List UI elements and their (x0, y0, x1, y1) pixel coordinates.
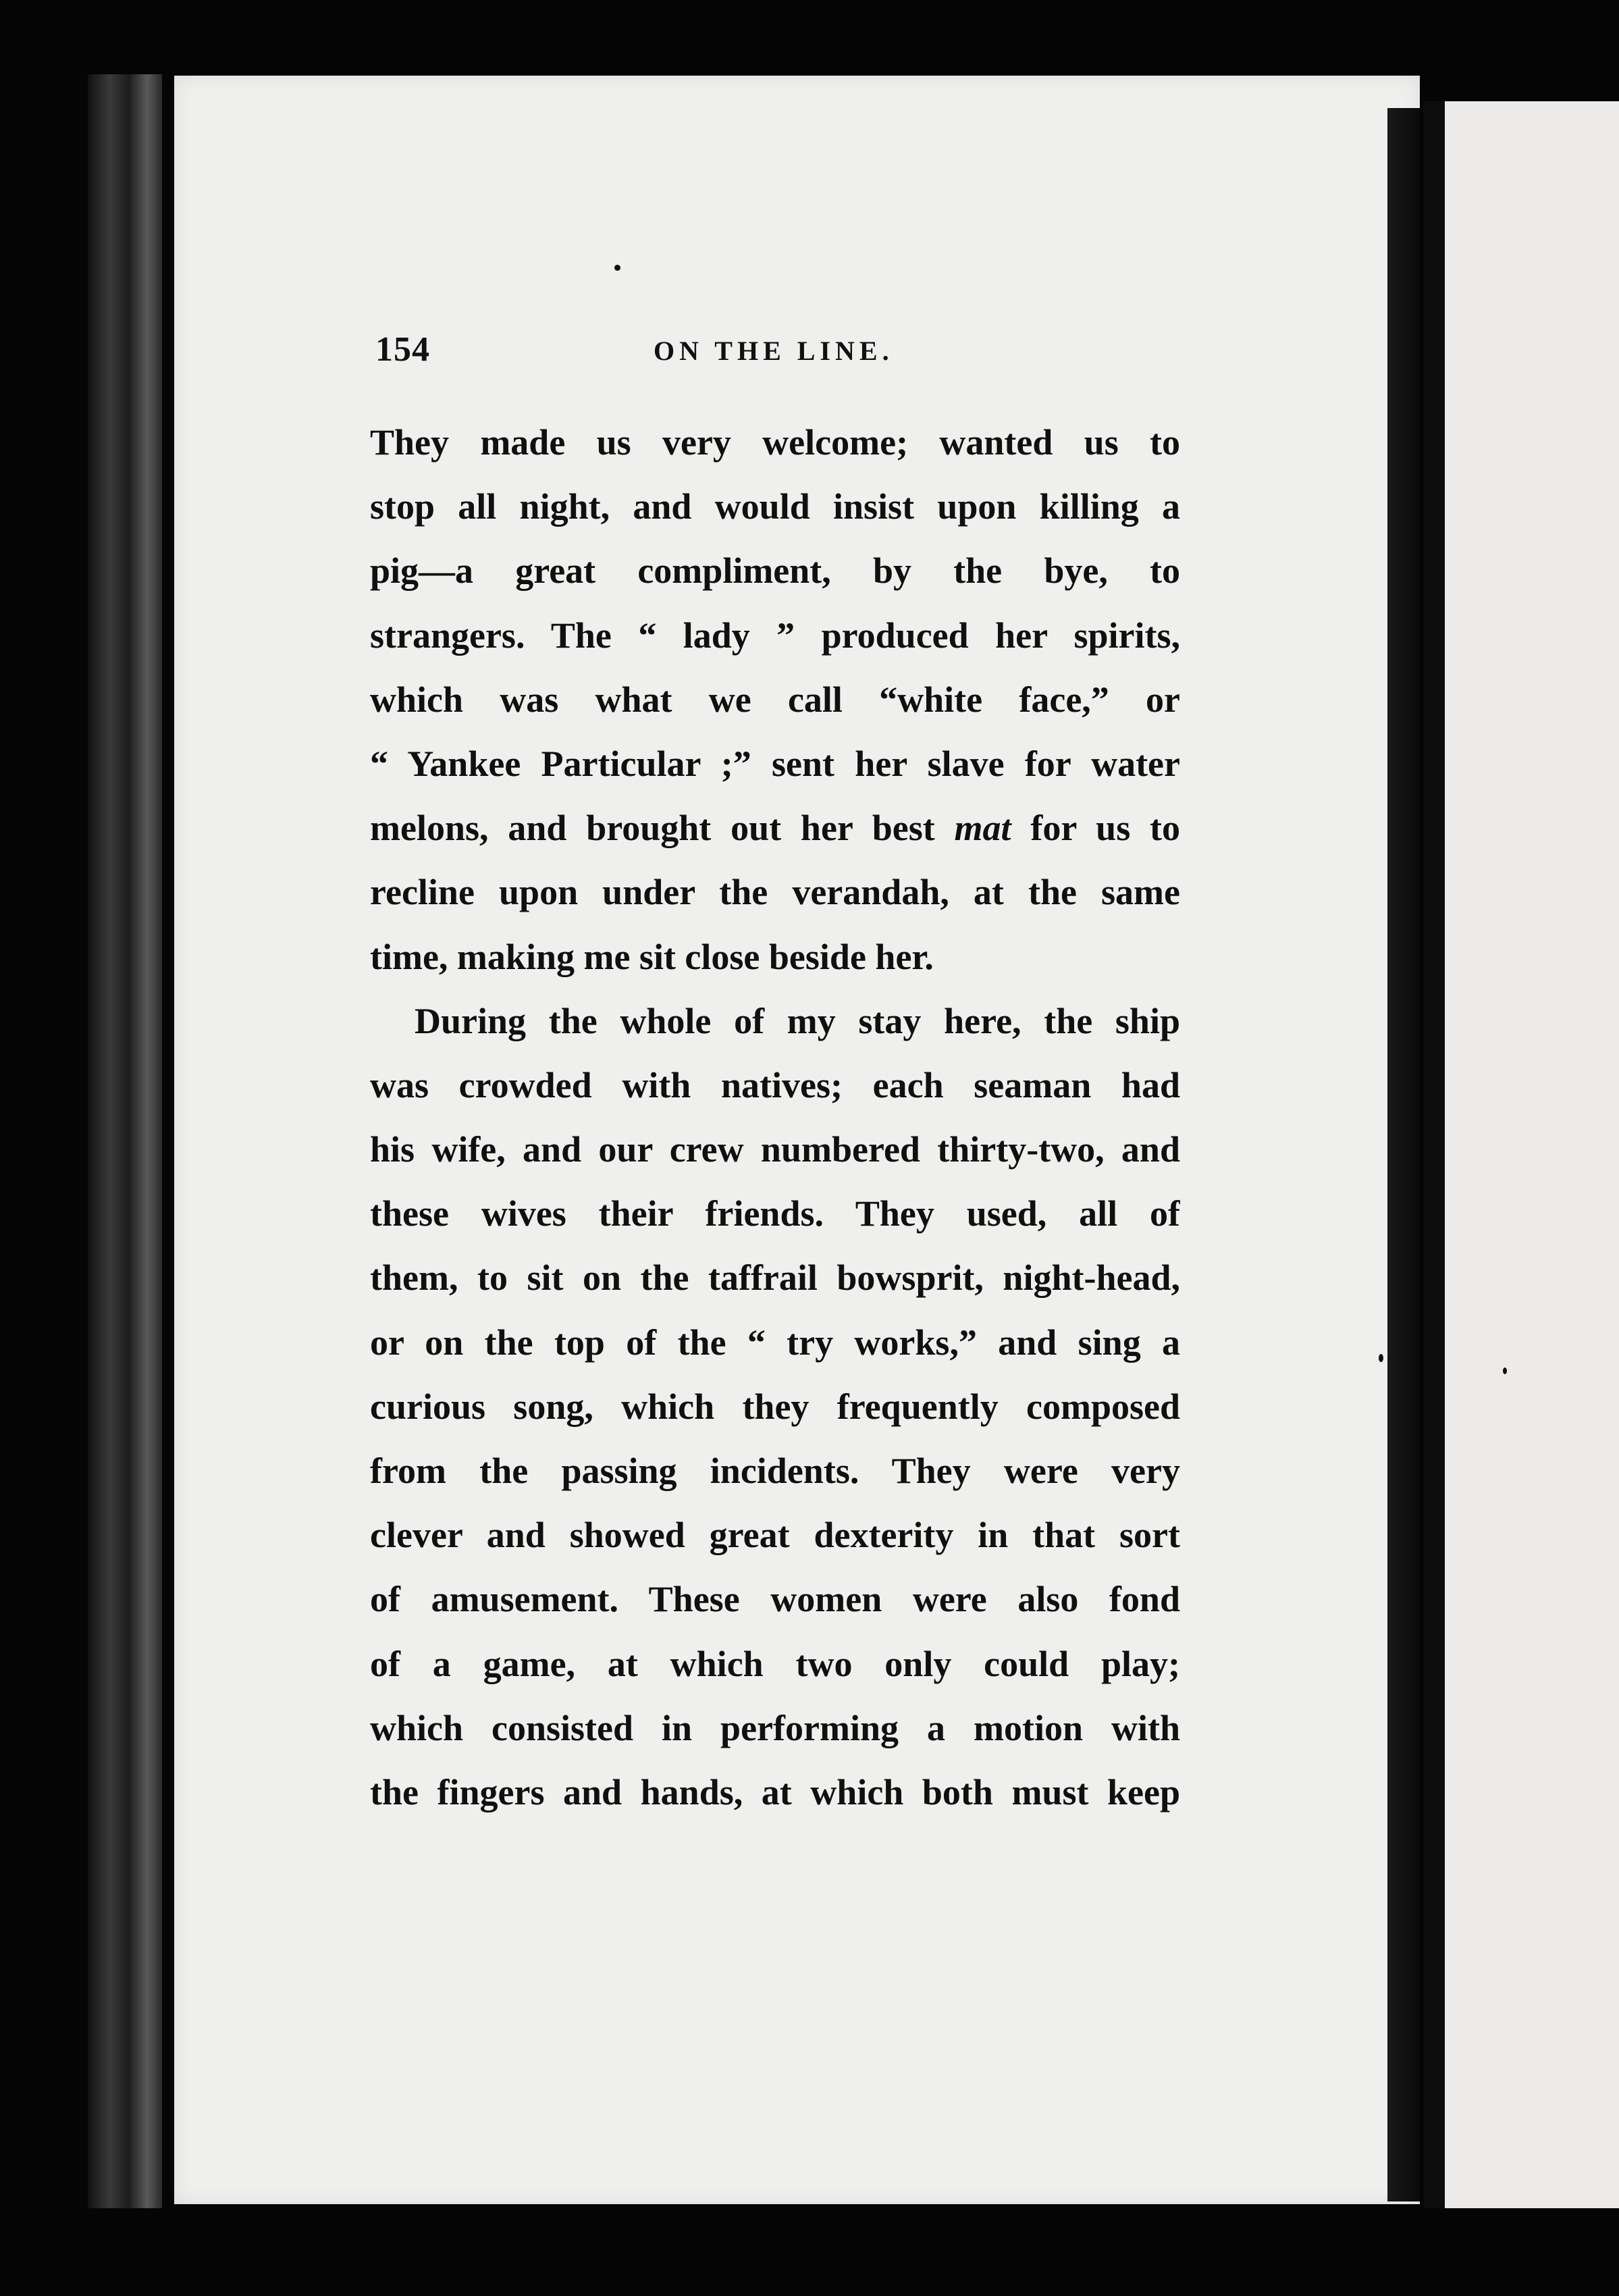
gutter-shadow (1423, 101, 1445, 2208)
text-line: stop all night, and would insist upon killing a (370, 486, 1180, 527)
text-line: which was what we call “white face,” or (370, 679, 1180, 720)
text-segment: melons, and brought out her best (370, 808, 935, 849)
text-line: During the whole of my stay here, the ship (415, 1000, 1180, 1041)
text-line: “ Yankee Particular ;” sent her slave for water (370, 743, 1180, 784)
page-number: 154 (375, 330, 430, 369)
facing-page (1445, 101, 1619, 2208)
text-line: They made us very welcome; wanted us to (370, 422, 1180, 463)
italic-word: mat (954, 808, 1011, 849)
text-line: time, making me sit close beside her. (370, 936, 934, 977)
text-line: recline upon under the verandah, at the same (370, 872, 1180, 913)
paragraph-1 (370, 411, 1180, 989)
text-line: pig—a great compliment, by the bye, to (370, 550, 1180, 592)
text-line: or on the top of the “ try works,” and sing a (370, 1322, 1180, 1363)
ink-speck (1503, 1367, 1507, 1374)
text-line: the fingers and hands, at which both must keep (370, 1771, 1180, 1812)
book-binding (88, 74, 162, 2208)
running-head (375, 330, 1186, 377)
text-line: clever and showed great dexterity in that sort (370, 1515, 1180, 1556)
text-line: from the passing incidents. They were very (370, 1451, 1180, 1491)
body-text (370, 411, 1180, 1825)
ink-speck (614, 265, 620, 271)
text-line: curious song, which they frequently composed (370, 1386, 1180, 1427)
text-line: of amusement. These women were also fond (370, 1579, 1180, 1620)
text-line: was crowded with natives; each seaman had (370, 1064, 1180, 1105)
text-line: of a game, at which two only could play; (370, 1643, 1180, 1684)
text-line: his wife, and our crew numbered thirty-two, and (370, 1129, 1180, 1170)
text-line: strangers. The “ lady ” produced her spirits, (370, 615, 1180, 656)
text-line (370, 796, 1180, 860)
text-line: which consisted in performing a motion with (370, 1707, 1180, 1748)
page-edge-shadow (1387, 108, 1420, 2201)
text-line: them, to sit on the taffrail bowsprit, night-head, (370, 1257, 1180, 1299)
text-line: these wives their friends. They used, all of (370, 1193, 1180, 1234)
running-head-title: ON THE LINE. (654, 336, 894, 366)
paragraph-2 (370, 989, 1180, 1825)
text-segment: for us to (1030, 808, 1180, 849)
ink-speck (1379, 1354, 1383, 1362)
